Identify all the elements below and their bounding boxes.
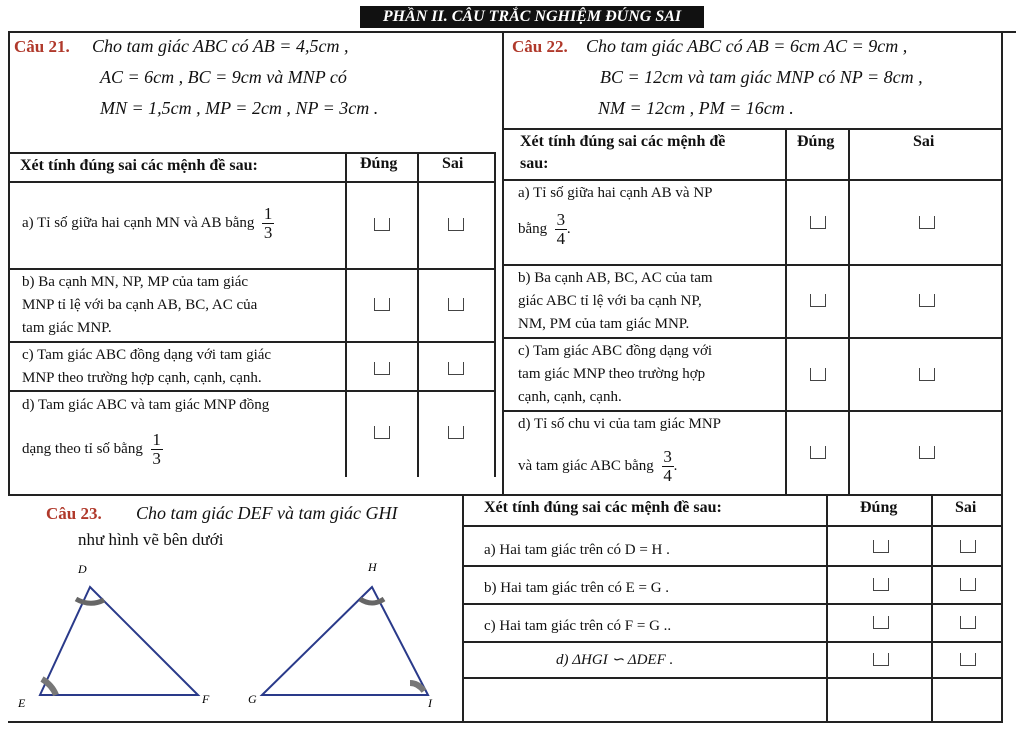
angle-mark-h — [360, 599, 384, 603]
q21-label: Câu 21. — [14, 37, 70, 56]
q23-label: Câu 23. — [46, 504, 102, 523]
q21-text1: Cho tam giác ABC có AB = 4,5cm , — [91, 36, 349, 56]
q21-item-d: d) Tam giác ABC và tam giác MNP đồng dạng theo tỉ số bằng $\frac{1}{3}$ — [22, 397, 270, 468]
q23-item-c: c) Hai tam giác trên có F = G .. — [484, 618, 672, 634]
q23-item-d: d) ΔHGI ∽ ΔDEF . — [556, 652, 674, 668]
q21-header-false: Sai — [442, 155, 464, 172]
triangles-figure — [12, 555, 457, 715]
angle-mark-d — [76, 599, 104, 603]
q22b-true-checkbox[interactable] — [810, 294, 826, 307]
q22-header-false: Sai — [913, 133, 935, 150]
q21-item-a: a) Tỉ số giữa hai cạnh MN và AB bằng $\frac{1}{3}$ — [22, 204, 273, 242]
triangle-ghi — [262, 587, 428, 695]
q21b-false-checkbox[interactable] — [448, 298, 464, 311]
q22-line1: Câu 22. Cho tam giác ABC có AB = 6cm AC = 9cm , — [512, 36, 908, 56]
frame-bottom — [8, 721, 1003, 723]
vertex-d: D — [78, 562, 87, 576]
q23b-true-checkbox[interactable] — [873, 578, 889, 591]
q22c-true-checkbox[interactable] — [810, 368, 826, 381]
q23-header-statement: Xét tính đúng sai các mệnh đề sau: — [484, 499, 722, 516]
q22a-true-checkbox[interactable] — [810, 216, 826, 229]
q21-item-b: b) Ba cạnh MN, NP, MP của tam giác MNP tỉ lệ với ba cạnh AB, BC, AC của tam giác MNP. — [22, 274, 258, 336]
fraction: $\frac{1}{3}$ — [263, 204, 273, 242]
q23-line2: như hình vẽ bên dưới — [78, 530, 224, 549]
q21-line1 — [14, 36, 494, 57]
q21-item-c: c) Tam giác ABC đồng dạng với tam giác MNP theo trường hợp cạnh, cạnh, cạnh. — [22, 347, 272, 386]
q22-item-b: b) Ba cạnh AB, BC, AC của tam giác ABC tỉ lệ với ba cạnh NP, NM, PM của tam giác MNP. — [518, 270, 713, 332]
q23-line1: Câu 23. Cho tam giác DEF và tam giác GHI — [46, 503, 398, 523]
q21-line3: MN = 1,5cm , MP = 2cm , NP = 3cm . — [100, 98, 379, 118]
q22c-false-checkbox[interactable] — [919, 368, 935, 381]
q21-line2: AC = 6cm , BC = 9cm và MNP có — [100, 67, 347, 87]
q22-header-b: sau: — [520, 155, 549, 172]
vertex-f: F — [202, 692, 210, 706]
q23b-false-checkbox[interactable] — [960, 578, 976, 591]
q22b-false-checkbox[interactable] — [919, 294, 935, 307]
vertex-i: I — [428, 696, 432, 710]
q23d-true-checkbox[interactable] — [873, 653, 889, 666]
q21-header-statement: Xét tính đúng sai các mệnh đề sau: — [20, 157, 258, 174]
q22d-true-checkbox[interactable] — [810, 446, 826, 459]
vertex-e: E — [18, 696, 26, 710]
frame-mid-h — [8, 494, 1003, 496]
q21a-false-checkbox[interactable] — [448, 218, 464, 231]
frame-right — [1001, 31, 1003, 721]
q22-line2: BC = 12cm và tam giác MNP có NP = 8cm , — [600, 67, 923, 87]
q21d-false-checkbox[interactable] — [448, 426, 464, 439]
q23c-true-checkbox[interactable] — [873, 616, 889, 629]
vertex-h: H — [368, 560, 377, 574]
q21b-true-checkbox[interactable] — [374, 298, 390, 311]
frame-left — [8, 31, 10, 496]
q23-item-a: a) Hai tam giác trên có D = H . — [484, 542, 670, 558]
section-title: PHẦN II. CÂU TRẮC NGHIỆM ĐÚNG SAI — [360, 6, 704, 28]
q23c-false-checkbox[interactable] — [960, 616, 976, 629]
q22d-false-checkbox[interactable] — [919, 446, 935, 459]
q22-item-a: a) Tỉ số giữa hai cạnh AB và NP bằng $\frac{3}{4}$ . — [518, 185, 713, 248]
q22-line3: NM = 12cm , PM = 16cm . — [598, 98, 794, 118]
q22-header-a: Xét tính đúng sai các mệnh đề — [520, 133, 726, 150]
vertex-g: G — [248, 692, 257, 706]
q22-item-c: c) Tam giác ABC đồng dạng với tam giác MNP theo trường hợp cạnh, cạnh, cạnh. — [518, 343, 713, 405]
q21-header-true: Đúng — [360, 155, 398, 172]
q21d-true-checkbox[interactable] — [374, 426, 390, 439]
q21c-false-checkbox[interactable] — [448, 362, 464, 375]
q22-header-true: Đúng — [797, 133, 835, 150]
q22a-false-checkbox[interactable] — [919, 216, 935, 229]
q23a-false-checkbox[interactable] — [960, 540, 976, 553]
q21c-true-checkbox[interactable] — [374, 362, 390, 375]
q23a-true-checkbox[interactable] — [873, 540, 889, 553]
frame-top — [8, 31, 1016, 33]
q22-label: Câu 22. — [512, 37, 568, 56]
q23-header-true: Đúng — [860, 499, 898, 516]
q22-item-d: d) Tỉ số chu vi của tam giác MNP và tam giác ABC bằng $\frac{3}{4}$ . — [518, 416, 722, 485]
triangle-def — [40, 587, 198, 695]
q23-header-false: Sai — [955, 499, 977, 516]
q23-item-b: b) Hai tam giác trên có E = G . — [484, 580, 670, 596]
q23d-false-checkbox[interactable] — [960, 653, 976, 666]
q21a-true-checkbox[interactable] — [374, 218, 390, 231]
